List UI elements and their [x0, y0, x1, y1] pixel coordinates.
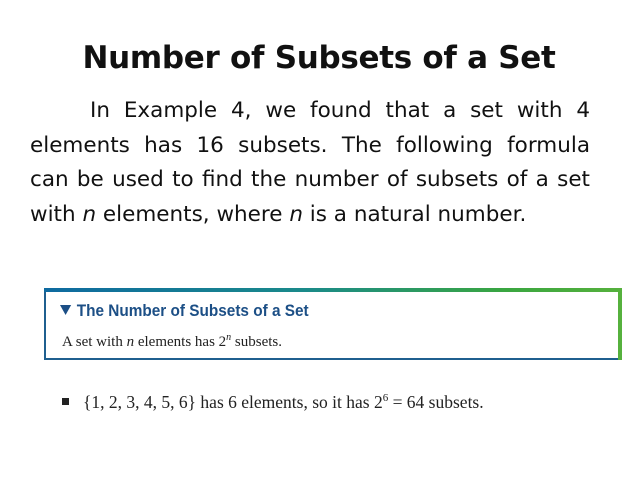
theorem-text-3: subsets.: [231, 334, 282, 350]
triangle-down-icon: [60, 305, 71, 315]
example-bullet-item: [62, 392, 484, 413]
paragraph-variable-n-1: n: [82, 201, 97, 227]
theorem-box-top-border: [44, 288, 622, 292]
theorem-heading-text: The Number of Subsets of a Set: [76, 302, 309, 320]
theorem-exponent: n: [226, 332, 232, 343]
paragraph-text-2: elements, where: [96, 201, 290, 227]
example-text-1: {1, 2, 3, 4, 5, 6} has 6 elements, so it has 2: [83, 392, 383, 412]
paragraph-text-3: is a natural number.: [302, 201, 527, 227]
square-bullet-icon: [62, 398, 69, 405]
theorem-text-2: elements has 2: [134, 334, 227, 350]
theorem-heading: [60, 302, 309, 321]
theorem-variable-n: n: [126, 334, 135, 350]
intro-paragraph: [30, 94, 590, 232]
theorem-box: [44, 288, 620, 360]
example-exponent: 6: [382, 392, 389, 405]
theorem-text-1: A set with: [62, 334, 127, 350]
slide-title: Number of Subsets of a Set: [82, 40, 556, 76]
example-text-2: = 64 subsets.: [388, 392, 484, 412]
theorem-box-right-border: [618, 288, 622, 360]
theorem-statement: [62, 332, 282, 351]
paragraph-text-1: In Example 4, we found that a set with 4 elements has 16 subsets. The following formula can be used to find the number of subsets of a set with: [30, 98, 590, 227]
paragraph-variable-n-2: n: [289, 201, 303, 227]
